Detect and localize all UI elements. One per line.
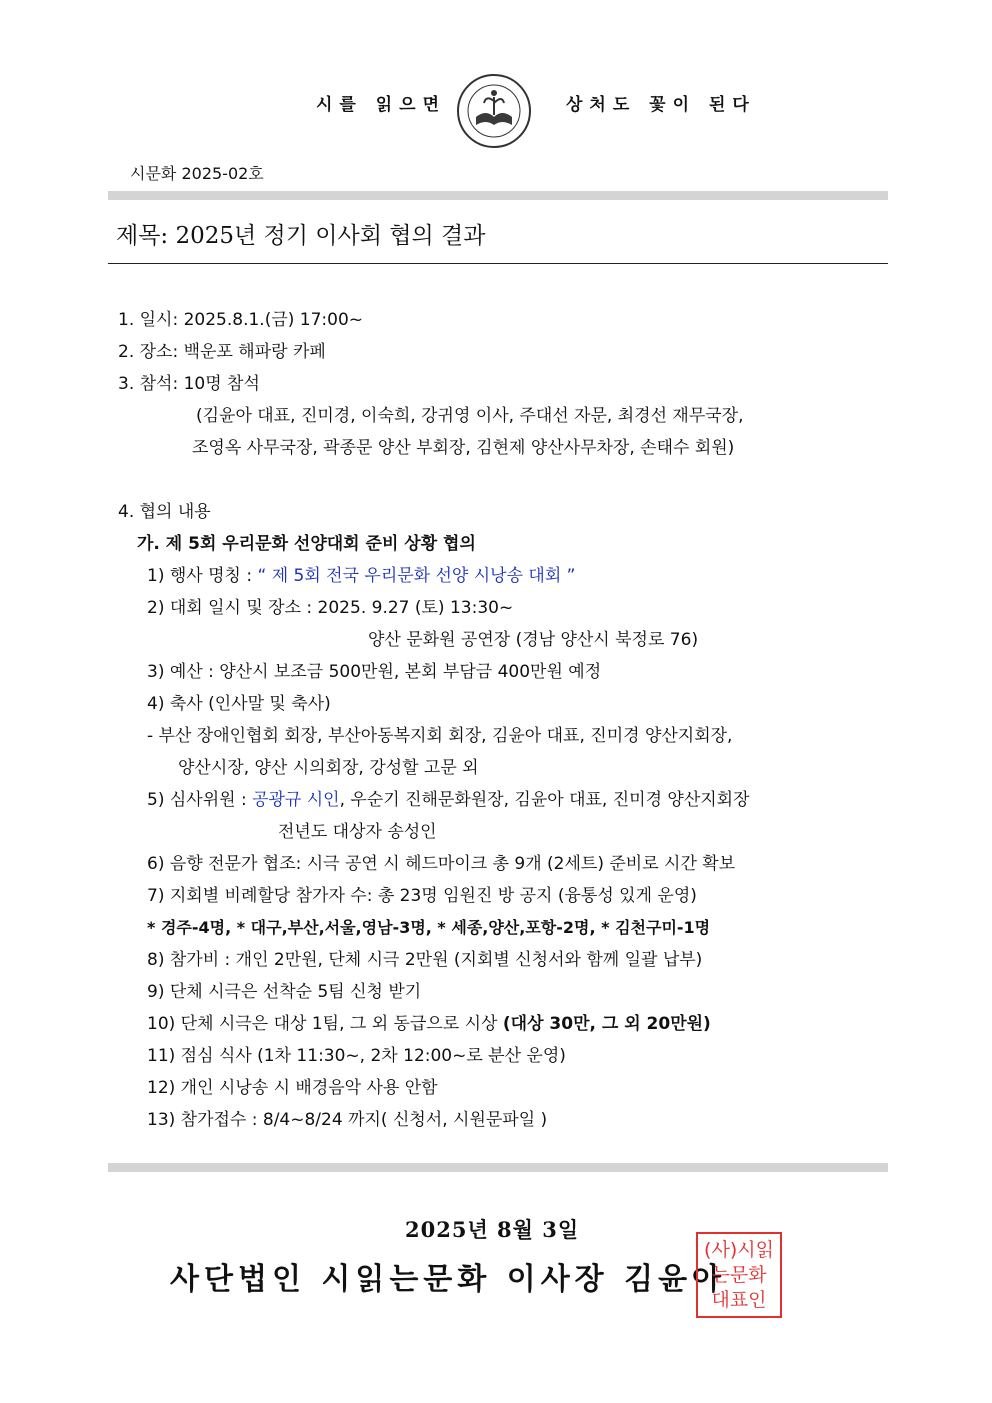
detail-event-venue: 양산 문화원 공연장 (경남 양산시 북정로 76) [368,630,699,650]
detail-music: 12) 개인 시낭송 시 배경음악 사용 안함 [147,1078,438,1098]
event-name-value: “ 제 5회 전국 우리문화 선양 시낭송 대회 ” [257,566,576,586]
item-attendance: 3. 참석: 10명 참석 [118,374,260,394]
item-place: 2. 장소: 백운포 해파랑 카페 [118,342,326,362]
judges-highlight: 공광규 시인 [252,790,340,810]
seal-line-1: (사)시읽 [704,1238,774,1261]
awards-text: 10) 단체 시극은 대상 1팀, 그 외 동급으로 시상 [147,1014,503,1034]
detail-budget: 3) 예산 : 양산시 보조금 500만원, 본회 부담금 400만원 예정 [147,662,602,682]
issue-date: 2025년 8월 3일 [405,1217,580,1242]
detail-team-limit: 9) 단체 시극은 선착순 5팀 신청 받기 [147,982,422,1002]
title-underline [108,263,888,264]
awards-amount: (대상 30만, 그 외 20만원) [502,1014,711,1034]
org-logo [456,73,532,149]
seal-line-2: 는문화 [711,1263,767,1286]
detail-registration: 13) 참가접수 : 8/4~8/24 까지( 신청서, 시원문파일 ) [147,1110,548,1130]
slogan-left: 시를 읽으면 [316,95,447,115]
attendees-line-2: 조영옥 사무국장, 곽종문 양산 부회장, 김현제 양산사무차장, 손태수 회원) [192,438,735,458]
congratulations-list-1: - 부산 장애인협회 회장, 부산아동복지회 회장, 김윤아 대표, 진미경 양산지회장, [147,726,733,746]
detail-sound: 6) 음향 전문가 협조: 시극 공연 시 헤드마이크 총 9개 (2세트) 준비로 시간 확보 [147,854,736,874]
detail-congratulations: 4) 축사 (인사말 및 축사) [147,694,331,714]
detail-awards [147,1013,711,1035]
event-name-label: 1) 행사 명칭 : [147,566,258,586]
document-title: 제목: 2025년 정기 이사회 협의 결과 [116,223,486,249]
detail-event-name [147,565,575,587]
section-heading: 가. 제 5회 우리문화 선양대회 준비 상황 협의 [137,534,476,554]
slogan-right: 상처도 꽃이 된다 [566,95,756,115]
item-discussion: 4. 협의 내용 [118,502,211,522]
judges-label: 5) 심사위원 : [147,790,253,810]
attendees-line-1: (김윤아 대표, 진미경, 이숙희, 강귀영 이사, 주대선 자문, 최경선 재무국장, [196,406,744,426]
congratulations-list-2: 양산시장, 양산 시의회장, 강성할 고문 외 [178,758,479,778]
detail-judges [147,789,750,811]
detail-fee: 8) 참가비 : 개인 2만원, 단체 시극 2만원 (지회별 신청서와 함께 일괄 납부) [147,950,703,970]
bottom-divider-bar [108,1163,888,1172]
signature-line: 사단법인 시읽는문화 이사장 김윤아 [170,1262,727,1297]
allocation-breakdown: * 경주-4명, * 대구,부산,서울,영남-3명, * 세종,양산,포항-2명, * 김천구미-1명 [147,918,711,937]
detail-allocation: 7) 지회별 비례할당 참가자 수: 총 23명 임원진 방 공지 (융통성 있게 운영) [147,886,697,906]
item-date: 1. 일시: 2025.8.1.(금) 17:00~ [118,310,364,330]
top-divider-bar [108,191,888,200]
judges-line-2: 전년도 대상자 송성인 [278,822,437,842]
detail-lunch: 11) 점심 식사 (1차 11:30~, 2차 12:00~로 분산 운영) [147,1046,566,1066]
seal-line-3: 대표인 [711,1288,767,1311]
detail-event-datetime: 2) 대회 일시 및 장소 : 2025. 9.27 (토) 13:30~ [147,598,514,618]
document-number: 시문화 2025-02호 [130,164,264,183]
official-seal [696,1232,782,1318]
judges-rest: , 우순기 진해문화원장, 김윤아 대표, 진미경 양산지회장 [339,790,750,810]
